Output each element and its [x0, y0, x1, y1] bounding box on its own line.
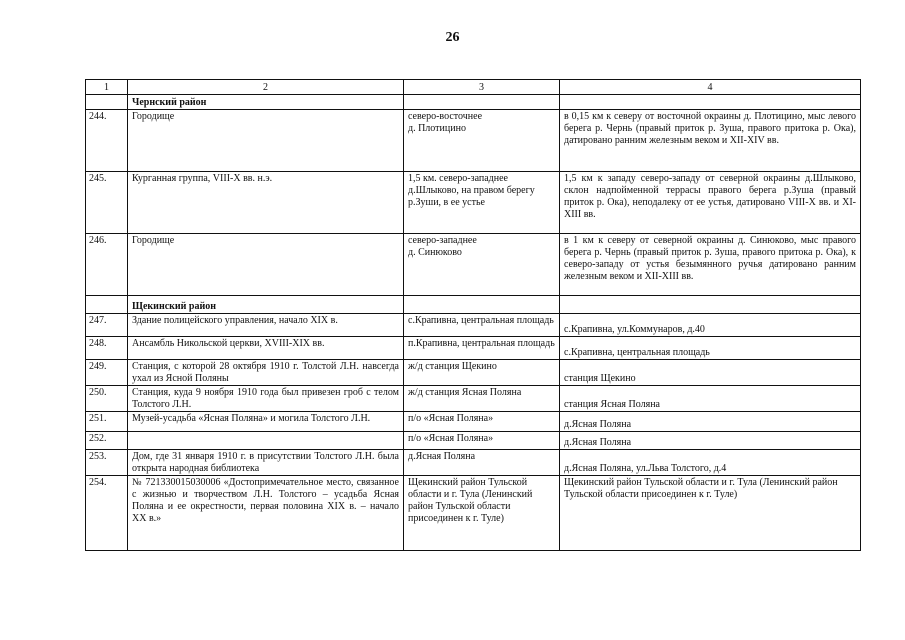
- column-header: 2: [128, 80, 404, 95]
- column-header: 4: [560, 80, 861, 95]
- table-row: [86, 476, 861, 551]
- object-location: п/о «Ясная Поляна»: [404, 412, 560, 432]
- object-location: п.Крапивна, центральная площадь: [404, 337, 560, 360]
- table-row: [86, 234, 861, 296]
- table-row: [86, 172, 861, 234]
- column-header: 3: [404, 80, 560, 95]
- row-number: 245.: [86, 172, 128, 234]
- heritage-registry-table: [85, 79, 861, 551]
- object-location: с.Крапивна, центральная площадь: [404, 314, 560, 337]
- table-row: [86, 412, 861, 432]
- table-row: [86, 314, 861, 337]
- object-location: 1,5 км. северо-западнее д.Шлыково, на правом берегу р.Зуши, в ее устье: [404, 172, 560, 234]
- row-number: 246.: [86, 234, 128, 296]
- row-number: 250.: [86, 386, 128, 412]
- object-name: Ансамбль Никольской церкви, XVIII-XIX вв.: [128, 337, 404, 360]
- object-description: станция Ясная Поляна: [560, 386, 861, 412]
- row-number: 252.: [86, 432, 128, 450]
- object-name: Станция, с которой 28 октября 1910 г. Толстой Л.Н. навсегда ухал из Ясной Поляны: [128, 360, 404, 386]
- table-row: [86, 360, 861, 386]
- page-number: 26: [445, 30, 460, 45]
- object-location: северо-восточнее д. Плотицино: [404, 110, 560, 172]
- row-number: 247.: [86, 314, 128, 337]
- object-name: [128, 432, 404, 450]
- object-name: Музей-усадьба «Ясная Поляна» и могила Толстого Л.Н.: [128, 412, 404, 432]
- object-description: д.Ясная Поляна: [560, 412, 861, 432]
- object-location: п/о «Ясная Поляна»: [404, 432, 560, 450]
- section-header-row: [86, 95, 861, 110]
- section-header-row: [86, 296, 861, 314]
- object-location: ж/д станция Ясная Поляна: [404, 386, 560, 412]
- object-description: 1,5 км к западу северо-западу от северной окраины д.Шлыково, склон надпойменной террасы правого берега р.Зуша (правый приток р. Ока), неподалеку от ее устья, датировано VIII-X вв. и XI-XIII вв.: [560, 172, 861, 234]
- object-location: ж/д станция Щекино: [404, 360, 560, 386]
- section-name: Щекинский район: [128, 296, 404, 314]
- object-location: Щекинский район Тульской области и г. Тула (Ленинский район Тульской области присоединен к г. Туле): [404, 476, 560, 551]
- object-description: станция Щекино: [560, 360, 861, 386]
- object-description: Щекинский район Тульской области и г. Тула (Ленинский район Тульской области присоединен к г. Туле): [560, 476, 861, 551]
- row-number: 249.: [86, 360, 128, 386]
- table-row: [86, 386, 861, 412]
- row-number: 248.: [86, 337, 128, 360]
- table-row: [86, 450, 861, 476]
- object-location: д.Ясная Поляна: [404, 450, 560, 476]
- row-number: 254.: [86, 476, 128, 551]
- object-name: Станция, куда 9 ноября 1910 года был привезен гроб с телом Толстого Л.Н.: [128, 386, 404, 412]
- object-name: Здание полицейского управления, начало XIX в.: [128, 314, 404, 337]
- object-description: с.Крапивна, ул.Коммунаров, д.40: [560, 314, 861, 337]
- object-description: с.Крапивна, центральная площадь: [560, 337, 861, 360]
- object-description: в 1 км к северу от северной окраины д. Синюково, мыс правого берега р. Чернь (правый приток р. Зуша, правого притока р. Ока), к северо-западу от устья безымянного ручья датировано ранним железным веком и XII-XIII вв.: [560, 234, 861, 296]
- row-number: 251.: [86, 412, 128, 432]
- table-header-row: [86, 80, 861, 95]
- table-row: [86, 432, 861, 450]
- row-number: 244.: [86, 110, 128, 172]
- object-name: Курганная группа, VIII-X вв. н.э.: [128, 172, 404, 234]
- object-description: д.Ясная Поляна: [560, 432, 861, 450]
- object-name: Дом, где 31 января 1910 г. в присутствии Толстого Л.Н. была открыта народная библиотека: [128, 450, 404, 476]
- column-header: 1: [86, 80, 128, 95]
- object-name: Городище: [128, 110, 404, 172]
- object-location: северо-западнее д. Синюково: [404, 234, 560, 296]
- object-description: д.Ясная Поляна, ул.Льва Толстого, д.4: [560, 450, 861, 476]
- object-description: в 0,15 км к северу от восточной окраины д. Плотицино, мыс левого берега р. Чернь (правый приток р. Зуша, правого притока р. Ока), датировано ранним железным веком и XII-XIV вв.: [560, 110, 861, 172]
- object-name: № 721330015030006 «Достопримечательное место, связанное с жизнью и творчеством Л.Н. Толстого – усадьба Ясная Поляна и ее окрестности, первая половина XIX в. – начало XX в.»: [128, 476, 404, 551]
- section-name: Чернский район: [128, 95, 404, 110]
- table-row: [86, 337, 861, 360]
- object-name: Городище: [128, 234, 404, 296]
- row-number: 253.: [86, 450, 128, 476]
- table-row: [86, 110, 861, 172]
